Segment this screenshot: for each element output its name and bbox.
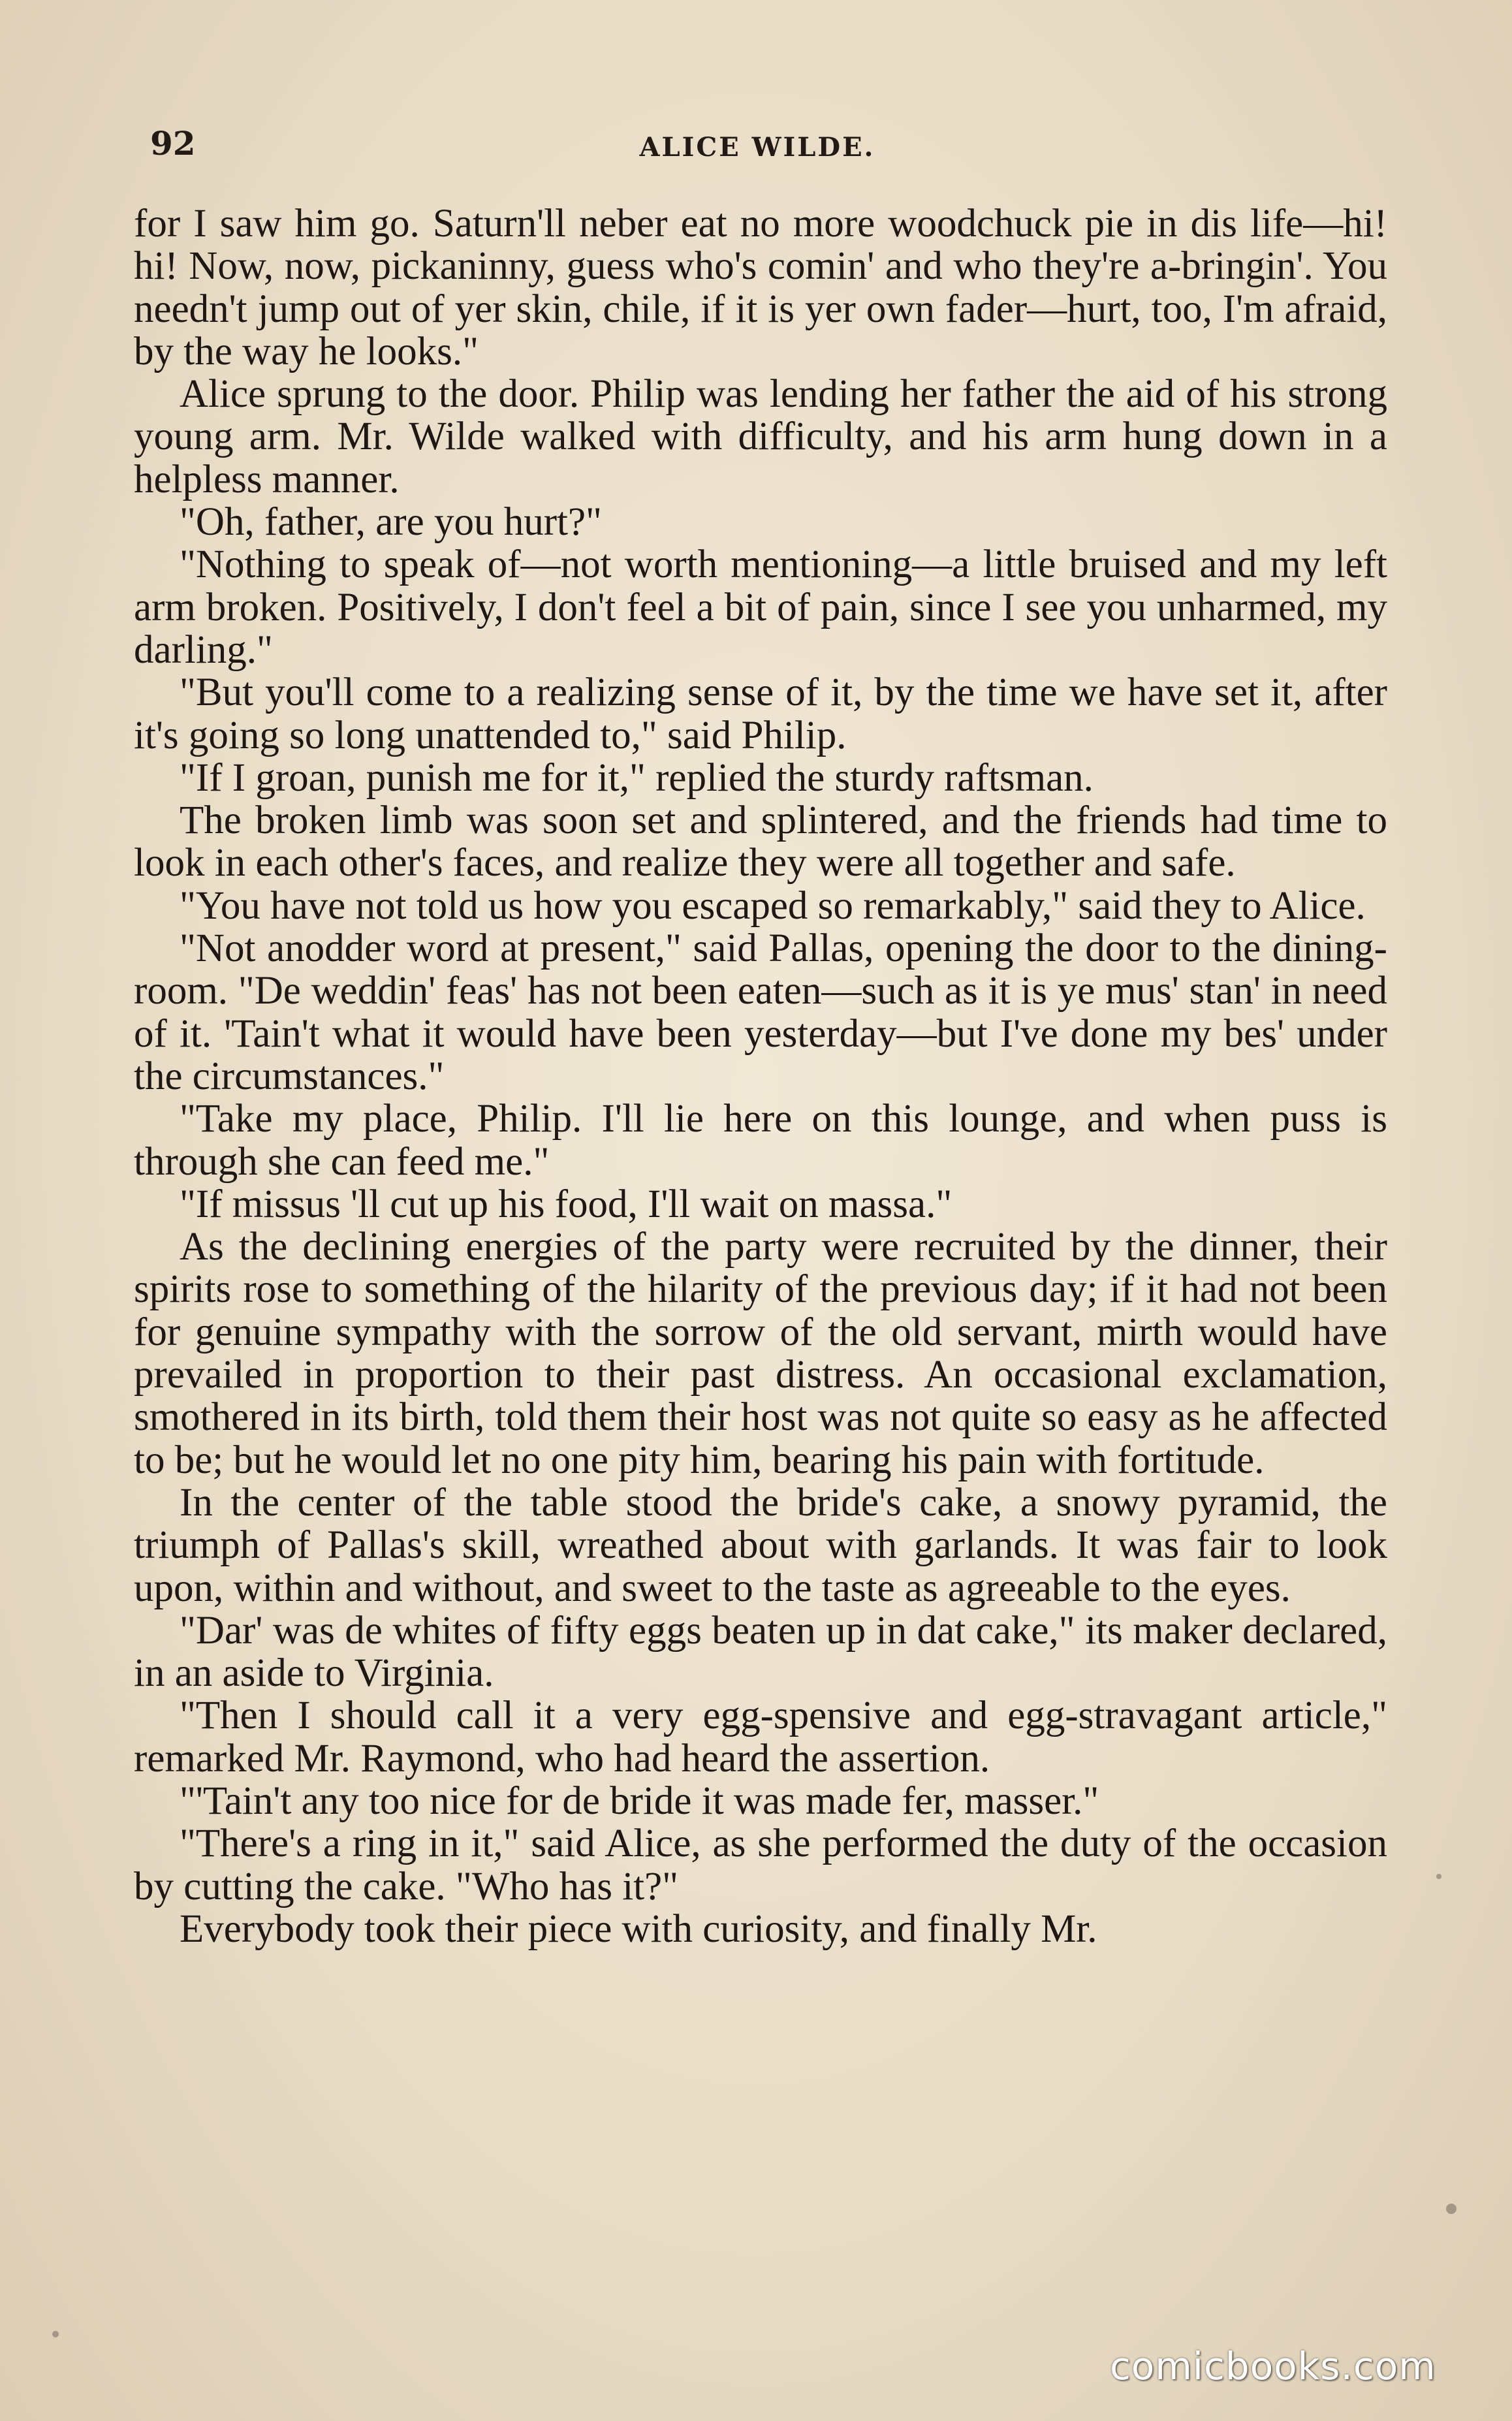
page-header	[150, 124, 1364, 176]
paragraph: "If I groan, punish me for it," replied the sturdy raftsman.	[180, 755, 1094, 800]
paragraph: "If missus 'll cut up his food, I'll wait on massa."	[180, 1182, 953, 1226]
paragraph: for I saw him go. Saturn'll neber eat no more woodchuck pie in dis life—hi! hi! Now, now, pickaninny, guess who's comin' and who they're a-bringin'. You needn't jump out of yer skin, chile, if it is yer own fader—hurt, too, I'm afraid, by the way he looks."	[134, 202, 1387, 373]
paragraph: "Not anodder word at present," said Pallas, opening the door to the dining-room. "De weddin' feas' has not been eaten—such as it is ye mus' stan' in need of it. 'Tain't what it would have been yesterday—but I've done my bes' under the circumstances."	[134, 926, 1387, 1098]
paragraph: The broken limb was soon set and splintered, and the friends had time to look in each other's faces, and realize they were all together and safe.	[134, 799, 1387, 885]
page-number: 92	[150, 124, 196, 163]
paragraph: "Then I should call it a very egg-spensive and egg-stravagant article," remarked Mr. Raymond, who had heard the assertion.	[134, 1694, 1387, 1780]
paragraph: "Nothing to speak of—not worth mentioning—a little bruised and my left arm broken. Positively, I don't feel a bit of pain, since I see you unharmed, my darling."	[134, 543, 1387, 672]
paragraph: In the center of the table stood the bride's cake, a snowy pyramid, the triumph of Pallas's skill, wreathed about with garlands. It was fair to look upon, within and without, and sweet to the taste as agreeable to the eyes.	[134, 1480, 1387, 1610]
paragraph: Everybody took their piece with curiosity, and finally Mr.	[180, 1907, 1097, 1951]
body-text	[134, 202, 1387, 1950]
watermark-text: comicbooks.com	[1110, 2344, 1436, 2388]
paragraph: "Oh, father, are you hurt?"	[180, 500, 602, 545]
paragraph: "You have not told us how you escaped so remarkably," said they to Alice.	[180, 883, 1366, 928]
paragraph: Alice sprung to the door. Philip was lending her father the aid of his strong young arm. Mr. Wilde walked with difficulty, and his arm hung down in a helpless manner.	[134, 372, 1387, 501]
paper-speck	[1436, 1874, 1441, 1879]
paper-speck	[52, 2331, 59, 2337]
paragraph: As the declining energies of the party were recruited by the dinner, their spirits rose to something of the hilarity of the previous day; if it had not been for genuine sympathy with the sorrow of the old servant, mirth would have prevailed in proportion to their past distress. An occasional exclamation, smothered in its birth, told them their host was not quite so easy as he affected to be; but he would let no one pity him, bearing his pain with fortitude.	[134, 1225, 1387, 1482]
paragraph: "There's a ring in it," said Alice, as she performed the duty of the occasion by cutting the cake. "Who has it?"	[134, 1822, 1387, 1908]
paragraph: "But you'll come to a realizing sense of it, by the time we have set it, after it's going so long unattended to," said Philip.	[134, 671, 1387, 757]
paragraph: "'Tain't any too nice for de bride it was made fer, masser."	[180, 1779, 1099, 1823]
running-head: ALICE WILDE.	[639, 132, 875, 163]
paragraph: "Dar' was de whites of fifty eggs beaten up in dat cake," its maker declared, in an aside to Virginia.	[134, 1608, 1387, 1696]
paper-speck	[1446, 2204, 1457, 2214]
paragraph: "Take my place, Philip. I'll lie here on this lounge, and when puss is through she can feed me."	[134, 1097, 1387, 1184]
